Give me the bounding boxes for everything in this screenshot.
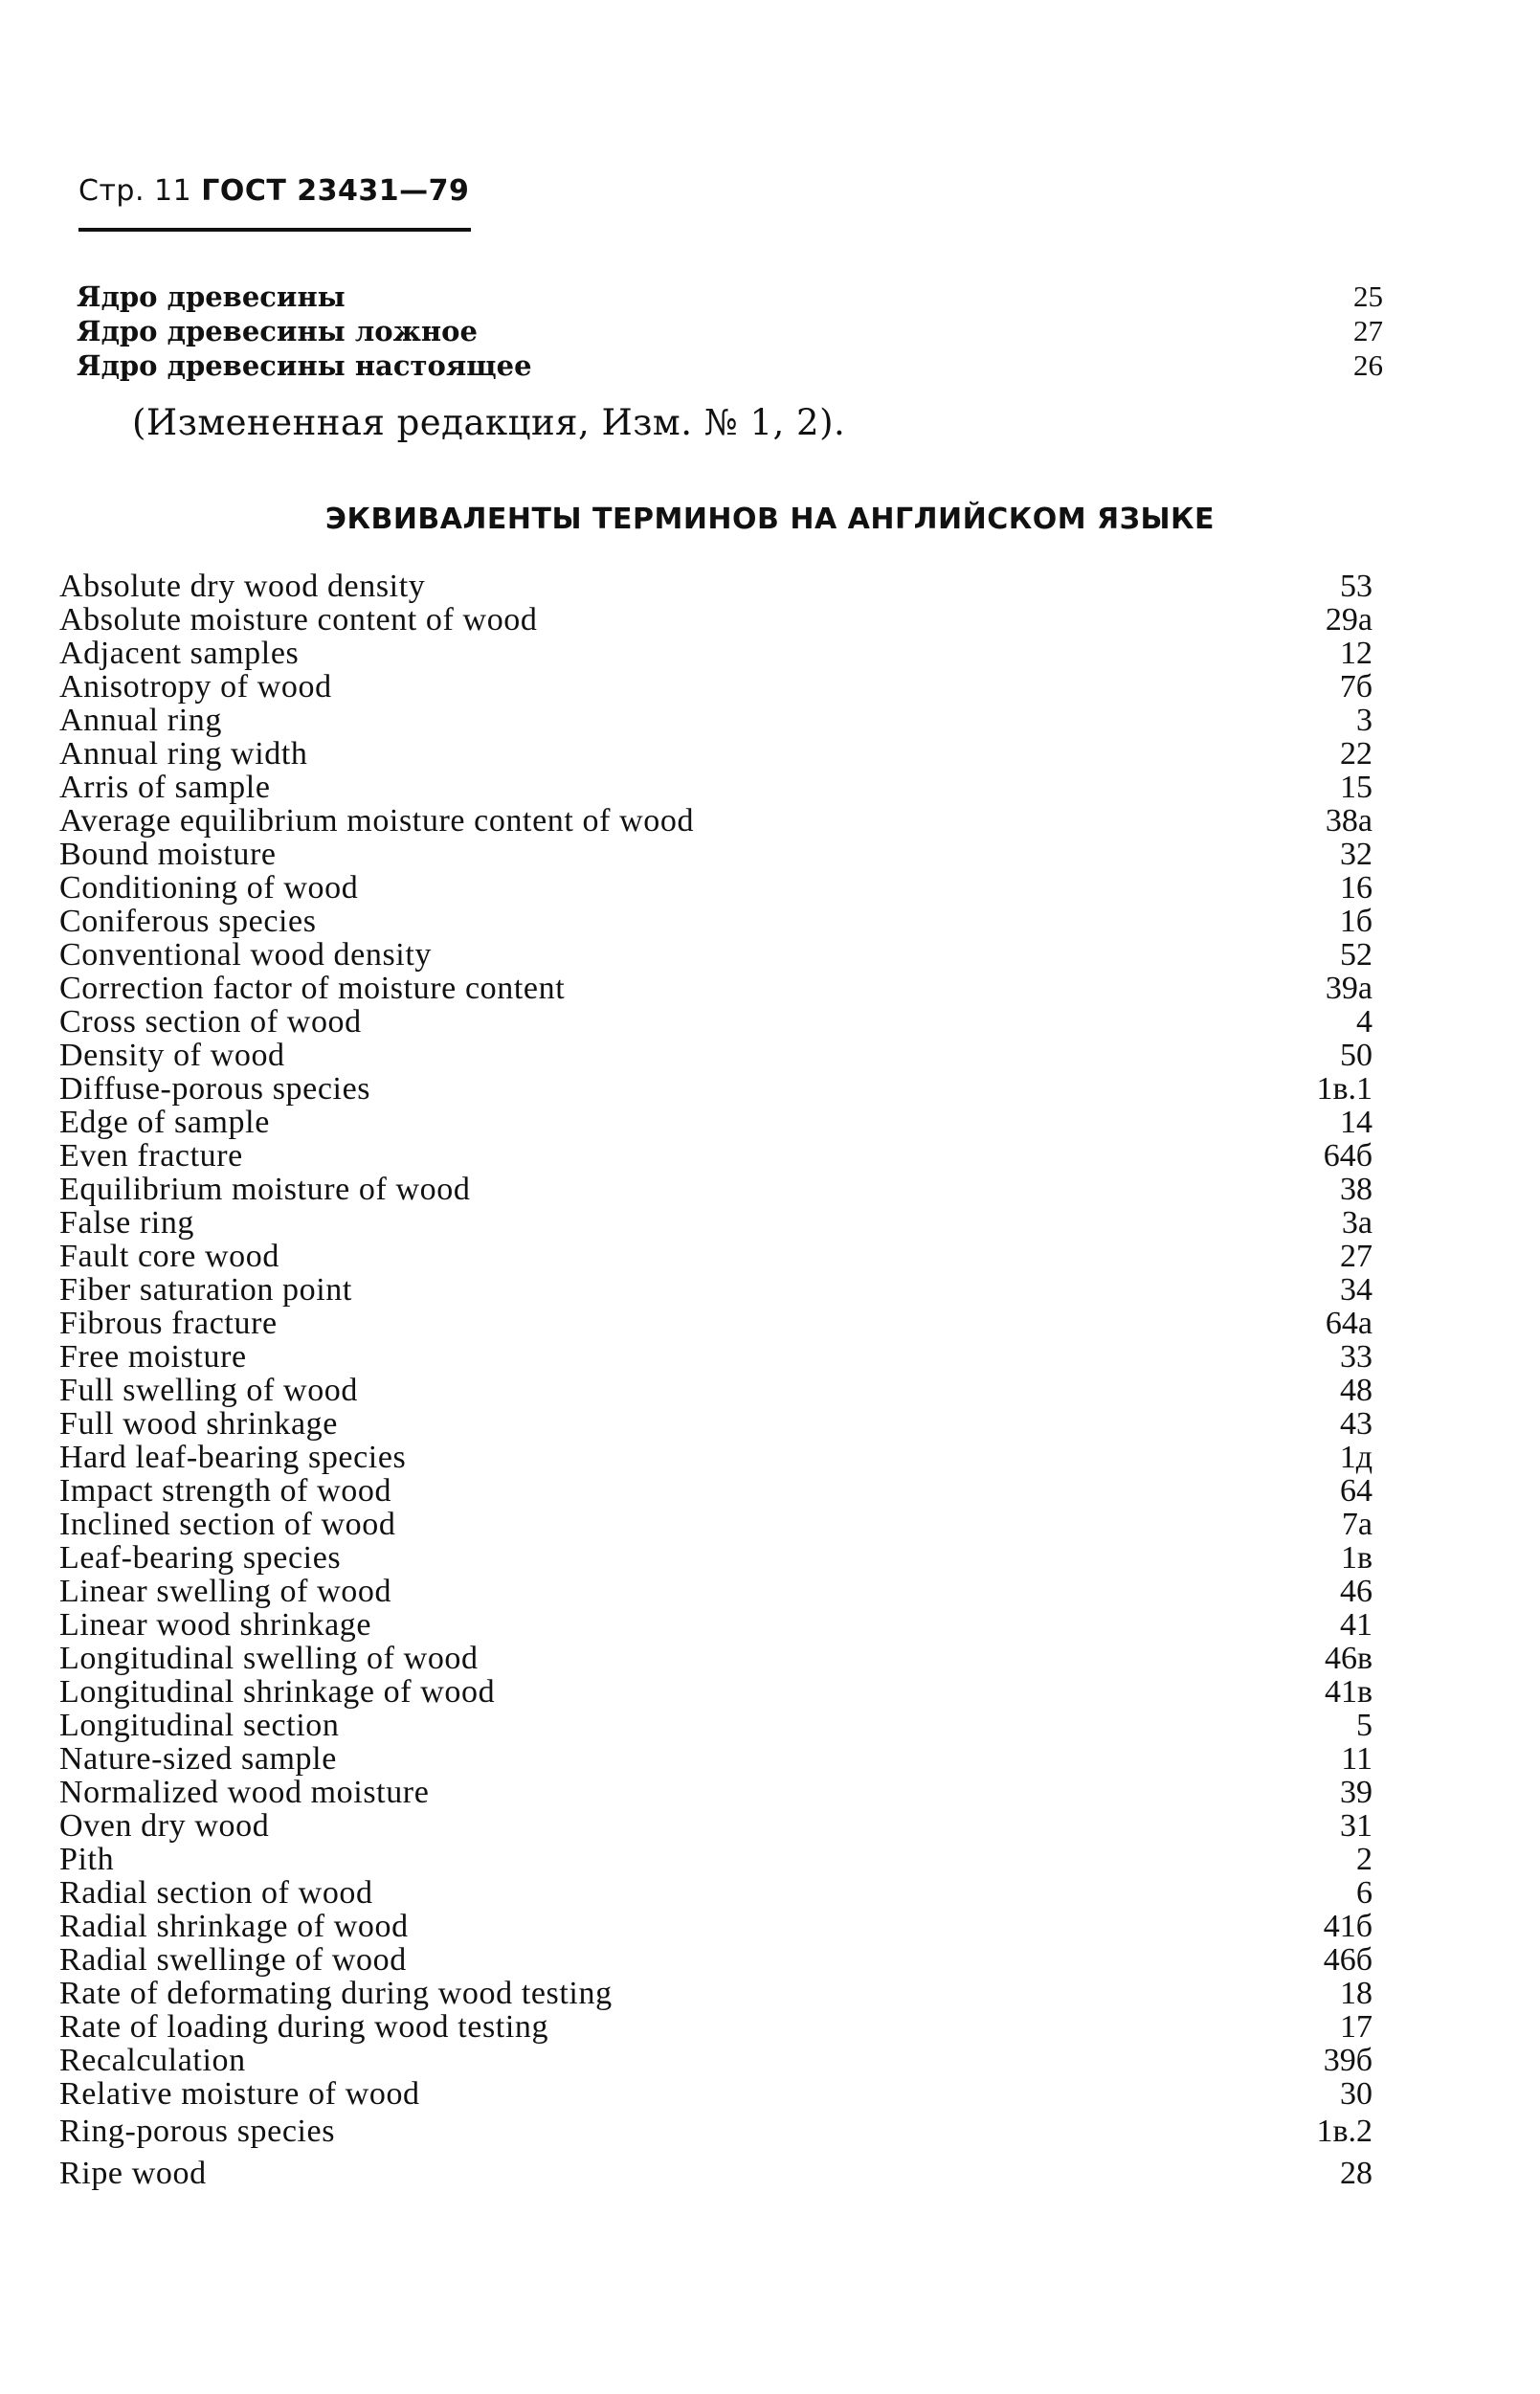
term-text: Absolute dry wood density [59, 569, 426, 604]
term-text: Diffuse-porous species [59, 1071, 371, 1107]
list-item [59, 1240, 1373, 1273]
term-text: Absolute moisture content of wood [59, 602, 538, 638]
list-item [59, 1441, 1373, 1474]
list-item [59, 1340, 1373, 1374]
term-text: Inclined section of wood [59, 1507, 396, 1542]
term-number: 3а [1341, 1205, 1373, 1241]
list-item [59, 1541, 1373, 1575]
term-text: Cross section of wood [59, 1004, 362, 1040]
list-item [59, 1843, 1373, 1876]
term-number: 41б [1323, 1909, 1373, 1944]
term-number: 7а [1341, 1507, 1373, 1542]
list-item [59, 905, 1373, 938]
term-number: 33 [1340, 1339, 1373, 1375]
term-number: 41в [1324, 1674, 1373, 1710]
term-number: 46 [1340, 1574, 1373, 1609]
term-number: 27 [1353, 314, 1383, 347]
term-number: 34 [1340, 1272, 1373, 1308]
term-number: 1д [1339, 1440, 1373, 1475]
term-text: Annual ring width [59, 736, 308, 772]
term-number: 18 [1340, 1976, 1373, 2011]
list-item [59, 1608, 1373, 1642]
revision-note: (Измененная редакция, Изм. № 1, 2). [132, 402, 846, 443]
term-number: 39а [1325, 971, 1373, 1006]
term-number: 1в.1 [1316, 1071, 1373, 1107]
term-number: 50 [1340, 1038, 1373, 1073]
term-number: 64б [1323, 1138, 1373, 1174]
list-item [59, 637, 1373, 670]
term-text: Longitudinal swelling of wood [59, 1641, 479, 1676]
list-item [59, 1273, 1373, 1307]
list-item [59, 1139, 1373, 1173]
term-number: 1б [1339, 904, 1373, 939]
term-number: 17 [1340, 2009, 1373, 2045]
term-number: 16 [1340, 870, 1373, 906]
list-item [59, 1407, 1373, 1441]
term-number: 38 [1340, 1172, 1373, 1207]
term-text: Free moisture [59, 1339, 247, 1375]
term-number: 27 [1340, 1239, 1373, 1274]
term-text: Normalized wood moisture [59, 1775, 430, 1810]
list-item [59, 1575, 1373, 1608]
term-text: Equilibrium moisture of wood [59, 1172, 471, 1207]
term-number: 46в [1324, 1641, 1373, 1676]
list-item [59, 2044, 1373, 2077]
term-text: Rate of deformating during wood testing [59, 1976, 613, 2011]
term-text: False ring [59, 1205, 195, 1241]
term-text: Annual ring [59, 703, 222, 738]
list-item [59, 1776, 1373, 1809]
term-number: 1в [1340, 1540, 1373, 1576]
term-number: 2 [1356, 1842, 1373, 1877]
list-item [59, 1374, 1373, 1407]
english-term-list [59, 570, 1373, 2195]
list-item [77, 280, 1383, 314]
term-number: 31 [1340, 1808, 1373, 1844]
term-text: Pith [59, 1842, 115, 1877]
list-item [59, 2077, 1373, 2111]
term-text: Leaf-bearing species [59, 1540, 342, 1576]
term-number: 43 [1340, 1406, 1373, 1442]
term-number: 53 [1340, 569, 1373, 604]
term-number: 4 [1356, 1004, 1373, 1040]
term-text: Linear swelling of wood [59, 1574, 392, 1609]
term-text: Anisotropy of wood [59, 669, 332, 705]
term-number: 11 [1341, 1741, 1373, 1777]
list-item [59, 2153, 1373, 2195]
list-item [59, 1742, 1373, 1776]
term-number: 64а [1325, 1306, 1373, 1341]
term-text: Radial shrinkage of wood [59, 1909, 409, 1944]
term-number: 38а [1325, 803, 1373, 839]
term-text: Ядро древесины ложное [77, 315, 478, 347]
list-item [59, 2010, 1373, 2044]
list-item [59, 1943, 1373, 1977]
term-text: Oven dry wood [59, 1808, 270, 1844]
term-text: Bound moisture [59, 837, 277, 872]
term-text: Conventional wood density [59, 937, 432, 973]
term-text: Full swelling of wood [59, 1373, 358, 1408]
list-item [59, 2111, 1373, 2153]
list-item [59, 1173, 1373, 1206]
page-label: Стр. 11 [78, 174, 192, 208]
header-rule [78, 228, 471, 232]
term-text: Fiber saturation point [59, 1272, 352, 1308]
term-text: Fault core wood [59, 1239, 279, 1274]
list-item [59, 1307, 1373, 1340]
list-item [59, 1508, 1373, 1541]
term-number: 5 [1356, 1708, 1373, 1743]
term-text: Adjacent samples [59, 636, 300, 671]
list-item [59, 804, 1373, 838]
term-text: Average equilibrium moisture content of wood [59, 803, 695, 839]
term-text: Ядро древесины [77, 280, 346, 313]
term-text: Ripe wood [59, 2156, 207, 2191]
term-number: 39б [1323, 2043, 1373, 2078]
term-text: Conditioning of wood [59, 870, 359, 906]
term-number: 28 [1340, 2156, 1373, 2191]
list-item [59, 1474, 1373, 1508]
list-item [59, 1206, 1373, 1240]
list-item [59, 570, 1373, 603]
term-text: Radial swellinge of wood [59, 1942, 407, 1978]
term-number: 46б [1323, 1942, 1373, 1978]
term-number: 12 [1340, 636, 1373, 671]
russian-term-list [77, 280, 1383, 383]
list-item [59, 704, 1373, 737]
page-header [78, 174, 469, 208]
term-text: Arris of sample [59, 770, 271, 805]
term-text: Linear wood shrinkage [59, 1607, 372, 1643]
term-text: Fibrous fracture [59, 1306, 278, 1341]
list-item [77, 348, 1383, 383]
list-item [59, 603, 1373, 637]
list-item [59, 871, 1373, 905]
list-item [59, 670, 1373, 704]
list-item [59, 1809, 1373, 1843]
list-item [59, 1106, 1373, 1139]
term-number: 1в.2 [1316, 2114, 1373, 2149]
list-item [59, 737, 1373, 771]
term-text: Radial section of wood [59, 1875, 373, 1911]
list-item [77, 314, 1383, 348]
term-number: 14 [1340, 1105, 1373, 1140]
term-number: 48 [1340, 1373, 1373, 1408]
term-text: Nature-sized sample [59, 1741, 337, 1777]
section-title: ЭКВИВАЛЕНТЫ ТЕРМИНОВ НА АНГЛИЙСКОМ ЯЗЫКЕ [324, 503, 1216, 536]
list-item [59, 1039, 1373, 1072]
term-text: Edge of sample [59, 1105, 270, 1140]
term-text: Density of wood [59, 1038, 285, 1073]
term-text: Longitudinal section [59, 1708, 340, 1743]
term-number: 25 [1353, 280, 1383, 313]
term-text: Correction factor of moisture content [59, 971, 566, 1006]
list-item [59, 938, 1373, 972]
list-item [59, 1005, 1373, 1039]
list-item [59, 1910, 1373, 1943]
list-item [59, 1977, 1373, 2010]
list-item [59, 1709, 1373, 1742]
term-text: Coniferous species [59, 904, 317, 939]
term-text: Ring-porous species [59, 2114, 336, 2149]
term-number: 22 [1340, 736, 1373, 772]
term-number: 52 [1340, 937, 1373, 973]
term-number: 26 [1353, 348, 1383, 382]
term-number: 30 [1340, 2076, 1373, 2112]
term-number: 7б [1339, 669, 1373, 705]
term-text: Impact strength of wood [59, 1473, 392, 1509]
list-item [59, 1675, 1373, 1709]
term-text: Recalculation [59, 2043, 246, 2078]
list-item [59, 972, 1373, 1005]
list-item [59, 1072, 1373, 1106]
list-item [59, 838, 1373, 871]
list-item [59, 1642, 1373, 1675]
term-text: Rate of loading during wood testing [59, 2009, 549, 2045]
term-text: Longitudinal shrinkage of wood [59, 1674, 496, 1710]
term-number: 64 [1340, 1473, 1373, 1509]
list-item [59, 1876, 1373, 1910]
term-text: Hard leaf-bearing species [59, 1440, 407, 1475]
term-number: 6 [1356, 1875, 1373, 1911]
term-number: 15 [1340, 770, 1373, 805]
list-item [59, 771, 1373, 804]
term-number: 32 [1340, 837, 1373, 872]
term-number: 3 [1356, 703, 1373, 738]
term-number: 29а [1325, 602, 1373, 638]
standard-code: ГОСТ 23431—79 [201, 174, 470, 208]
term-number: 39 [1340, 1775, 1373, 1810]
term-number: 41 [1340, 1607, 1373, 1643]
term-text: Ядро древесины настоящее [77, 349, 532, 382]
term-text: Even fracture [59, 1138, 243, 1174]
term-text: Relative moisture of wood [59, 2076, 420, 2112]
term-text: Full wood shrinkage [59, 1406, 338, 1442]
